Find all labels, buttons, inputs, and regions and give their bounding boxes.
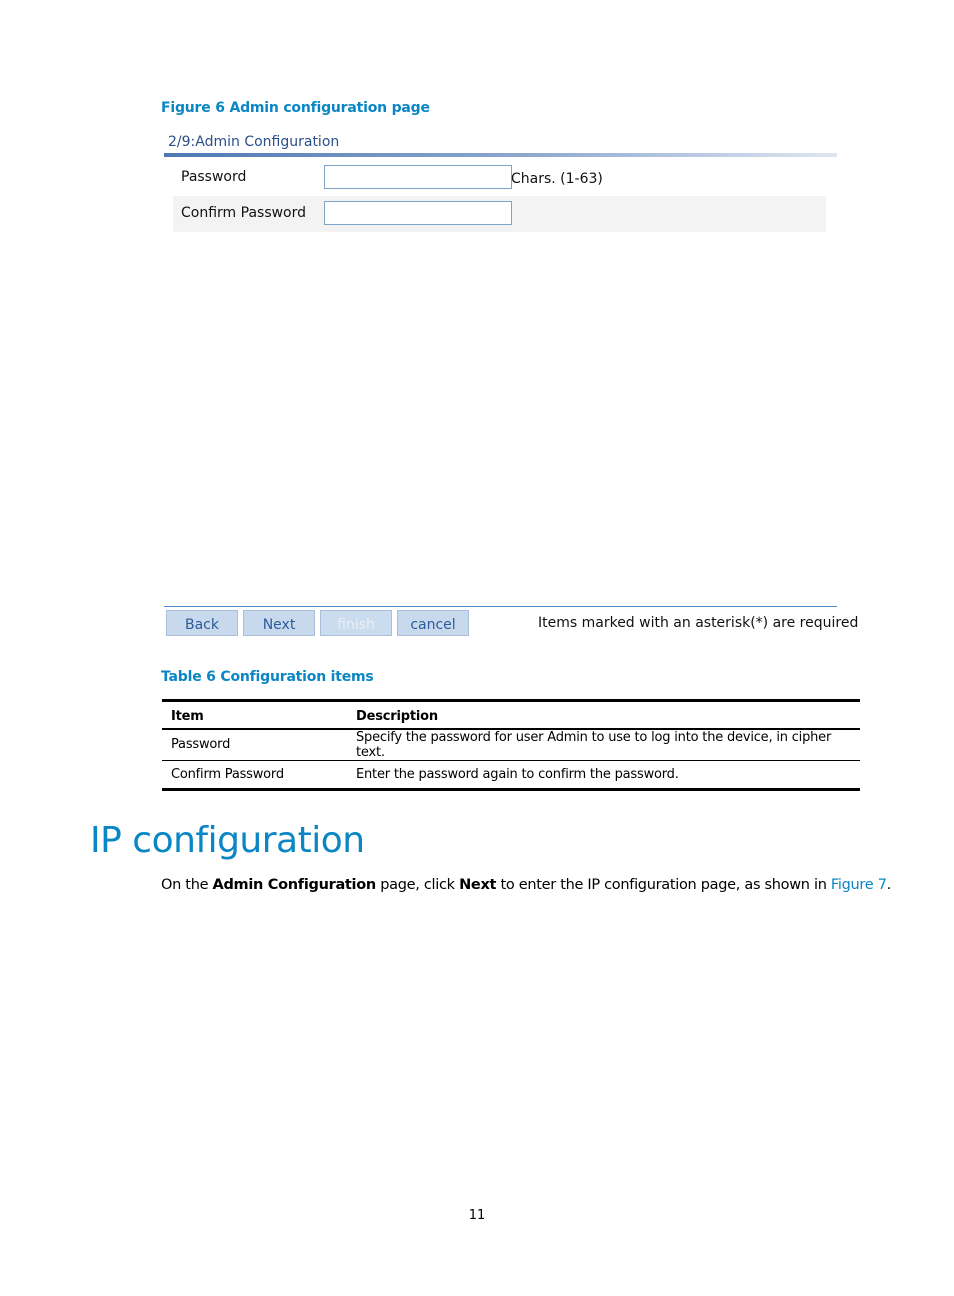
table-row [162,760,860,789]
confirm-password-input[interactable] [324,201,512,225]
button-bar-divider [164,606,837,607]
table-cell-description: Enter the password again to confirm the password. [356,766,679,782]
page-number: 11 [468,1208,486,1223]
wizard-step-title: 2/9:Admin Configuration [168,134,340,150]
table-cell-item: Password [171,737,231,752]
table-cell-description: Specify the password for user Admin to use to log into the device, in cipher text. [356,729,832,760]
body-paragraph [161,877,891,893]
next-button[interactable]: Next [243,610,315,636]
paragraph-text: to enter the IP configuration page, as shown in [496,877,831,893]
confirm-password-row [173,196,826,232]
column-header-description: Description [356,708,438,724]
figure-caption: Figure 6 Admin configuration page [161,100,430,116]
paragraph-text: . [886,877,891,893]
back-button[interactable]: Back [166,610,238,636]
configuration-items-table [162,699,860,791]
finish-button[interactable]: finish [320,610,392,636]
table-caption: Table 6 Configuration items [161,669,374,685]
paragraph-text: page, click [375,877,460,893]
table-row [162,729,860,761]
password-input[interactable] [324,165,512,189]
password-label: Password [181,169,247,185]
required-fields-note: Items marked with an asterisk(*) are required [538,615,859,631]
password-hint: Chars. (1-63) [511,171,603,187]
table-cell-item: Confirm Password [171,766,284,782]
figure-7-link[interactable]: Figure 7 [830,877,887,893]
table-header-row [162,701,860,729]
section-heading: IP configuration [90,820,365,861]
column-header-item: Item [171,708,204,724]
paragraph-bold-admin-configuration: Admin Configuration [212,877,376,893]
title-divider [164,153,837,157]
paragraph-bold-next: Next [459,877,497,893]
password-row [173,160,826,196]
confirm-password-label: Confirm Password [181,205,307,221]
paragraph-text: On the [161,877,213,893]
cancel-button[interactable]: cancel [397,610,469,636]
